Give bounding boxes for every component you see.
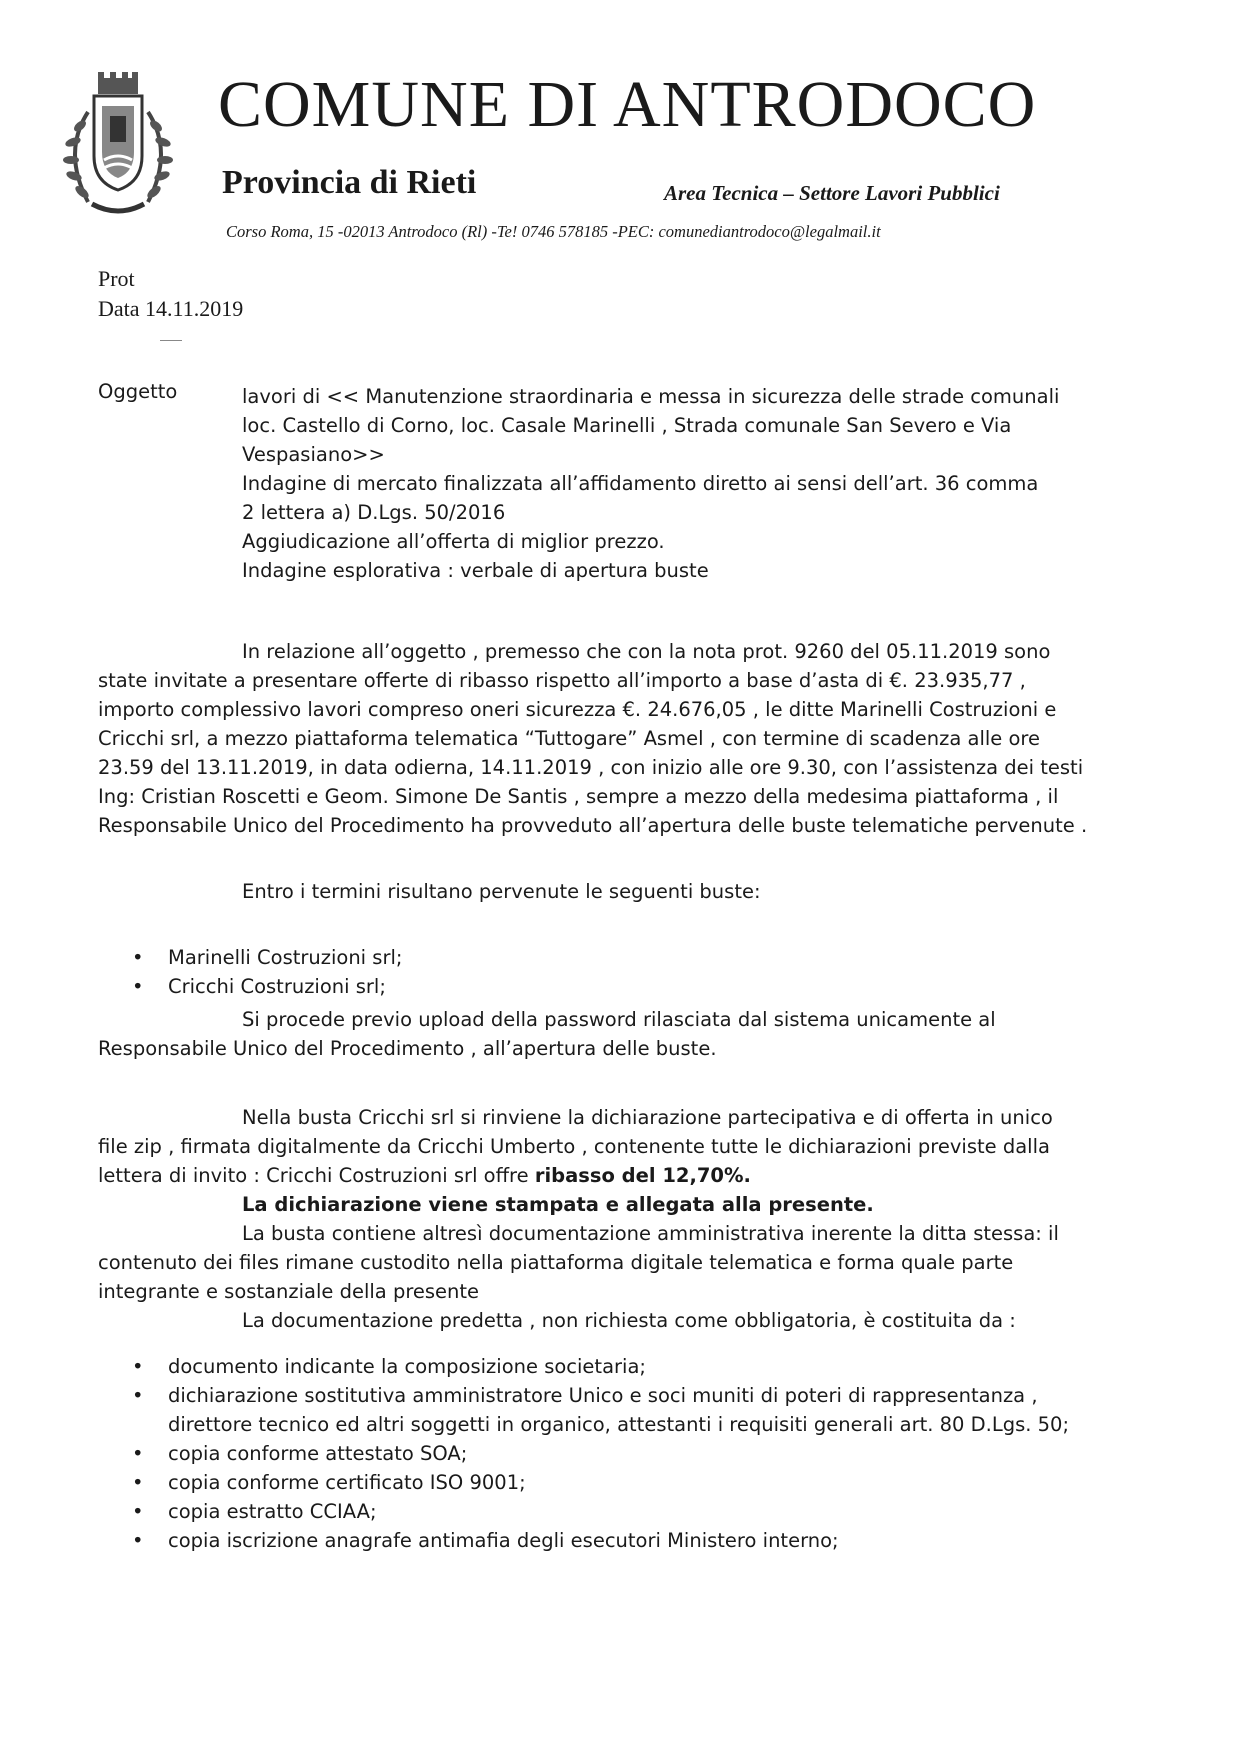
subject-line: lavori di << Manutenzione straordinaria e messa in sicurezza delle strade comunali bbox=[242, 385, 1060, 408]
page-title: COMUNE DI ANTRODOCO bbox=[218, 68, 1037, 141]
subject-line: Indagine di mercato finalizzata all’affidamento diretto ai sensi dell’art. 36 comma bbox=[242, 472, 1039, 495]
subject-line: Indagine esplorativa : verbale di apertura buste bbox=[242, 559, 709, 582]
list-item bbox=[132, 1439, 1069, 1468]
list-item-text: dichiarazione sostitutiva amministratore Unico e soci muniti di poteri di rappresentanza , bbox=[168, 1384, 1038, 1407]
paragraph-line: Ing: Cristian Roscetti e Geom. Simone De Santis , sempre a mezzo della medesima piattaforma , il bbox=[98, 785, 1059, 808]
list-item-text: copia conforme certificato ISO 9001; bbox=[168, 1471, 526, 1494]
intro-paragraph bbox=[98, 637, 1178, 840]
cricchi-envelope-paragraph bbox=[98, 1103, 1059, 1335]
paragraph-line: importo complessivo lavori compreso oneri sicurezza €. 24.676,05 , le ditte Marinelli Costruzioni e bbox=[98, 698, 1057, 721]
subject-line: Aggiudicazione all’offerta di miglior prezzo. bbox=[242, 530, 665, 553]
list-item-text: copia conforme attestato SOA; bbox=[168, 1442, 468, 1465]
paragraph-line: In relazione all’oggetto , premesso che con la nota prot. 9260 del 05.11.2019 sono bbox=[242, 640, 1051, 663]
list-item bbox=[132, 943, 402, 972]
list-item bbox=[132, 1497, 1069, 1526]
divider bbox=[160, 340, 182, 341]
list-item-continuation bbox=[132, 1410, 1069, 1439]
subject-line: Vespasiano>> bbox=[242, 443, 385, 466]
bullet-icon: • bbox=[132, 1442, 144, 1465]
list-item bbox=[132, 1468, 1069, 1497]
provincia-label: Provincia di Rieti bbox=[222, 164, 477, 201]
paragraph-line bbox=[98, 1161, 1059, 1190]
document-date: Data 14.11.2019 bbox=[98, 296, 244, 321]
paragraph-line: Responsabile Unico del Procedimento ha provveduto all’apertura delle buste telematiche pervenute . bbox=[98, 814, 1088, 837]
bullet-icon: • bbox=[132, 946, 144, 969]
list-item bbox=[132, 972, 402, 1001]
paragraph-line: state invitate a presentare offerte di ribasso rispetto all’importo a base d’asta di €. 23.935,77 , bbox=[98, 669, 1026, 692]
bullet-icon: • bbox=[132, 1500, 144, 1523]
paragraph-line: Responsabile Unico del Procedimento , all’apertura delle buste. bbox=[98, 1037, 717, 1060]
discount-value: ribasso del 12,70%. bbox=[534, 1164, 751, 1187]
list-item-text: copia estratto CCIAA; bbox=[168, 1500, 377, 1523]
list-item-text: Cricchi Costruzioni srl; bbox=[168, 975, 386, 998]
crest-logo-icon bbox=[58, 72, 178, 222]
list-item bbox=[132, 1381, 1069, 1410]
department-label: Area Tecnica – Settore Lavori Pubblici bbox=[664, 181, 1000, 205]
bullet-icon: • bbox=[132, 975, 144, 998]
paragraph-line: La dichiarazione viene stampata e allegata alla presente. bbox=[242, 1193, 874, 1216]
paragraph-line: Si procede previo upload della password rilasciata dal sistema unicamente al bbox=[242, 1008, 996, 1031]
protocol-label: Prot bbox=[98, 266, 135, 291]
procedure-paragraph bbox=[98, 1005, 996, 1063]
bullet-icon: • bbox=[132, 1384, 144, 1407]
paragraph-line: Nella busta Cricchi srl si rinviene la dichiarazione partecipativa e di offerta in unico bbox=[242, 1106, 1053, 1129]
paragraph-line: integrante e sostanziale della presente bbox=[98, 1280, 480, 1303]
paragraph-line: contenuto dei files rimane custodito nella piattaforma digitale telematica e forma quale parte bbox=[98, 1251, 1014, 1274]
subject-text bbox=[242, 382, 1059, 585]
paragraph-line: file zip , firmata digitalmente da Cricchi Umberto , contenente tutte le dichiarazioni previste dalla bbox=[98, 1135, 1050, 1158]
envelopes-list bbox=[132, 943, 402, 1001]
paragraph-line: La documentazione predetta , non richiesta come obbligatoria, è costituita da : bbox=[242, 1309, 1016, 1332]
subject-label: Oggetto bbox=[98, 380, 178, 403]
bullet-icon: • bbox=[132, 1355, 144, 1378]
subject-line: loc. Castello di Corno, loc. Casale Marinelli , Strada comunale San Severo e Via bbox=[242, 414, 1012, 437]
address-line: Corso Roma, 15 -02013 Antrodoco (Rl) -Te! 0746 578185 -PEC: comunediantrodoco@legalmail.it bbox=[226, 222, 881, 241]
paragraph-line: Cricchi srl, a mezzo piattaforma telematica “Tuttogare” Asmel , con termine di scadenza alle ore bbox=[98, 727, 1041, 750]
paragraph-line: La busta contiene altresì documentazione amministrativa inerente la ditta stessa: il bbox=[242, 1222, 1059, 1245]
documents-list bbox=[132, 1352, 1069, 1555]
bullet-icon: • bbox=[132, 1471, 144, 1494]
bullet-icon: • bbox=[132, 1529, 144, 1552]
paragraph-line: 23.59 del 13.11.2019, in data odierna, 14.11.2019 , con inizio alle ore 9.30, con l’assistenza dei testi bbox=[98, 756, 1084, 779]
list-item bbox=[132, 1526, 1069, 1555]
list-item bbox=[132, 1352, 1069, 1381]
list-item-text: copia iscrizione anagrafe antimafia degli esecutori Ministero interno; bbox=[168, 1529, 839, 1552]
paragraph-text: lettera di invito : Cricchi Costruzioni srl offre bbox=[98, 1164, 535, 1187]
list-item-text: Marinelli Costruzioni srl; bbox=[168, 946, 403, 969]
list-item-text: direttore tecnico ed altri soggetti in organico, attestanti i requisiti generali art. 80 D.Lgs. 50; bbox=[168, 1413, 1070, 1436]
received-envelopes-heading: Entro i termini risultano pervenute le seguenti buste: bbox=[242, 880, 761, 903]
subject-line: 2 lettera a) D.Lgs. 50/2016 bbox=[242, 501, 506, 524]
list-item-text: documento indicante la composizione societaria; bbox=[168, 1355, 646, 1378]
